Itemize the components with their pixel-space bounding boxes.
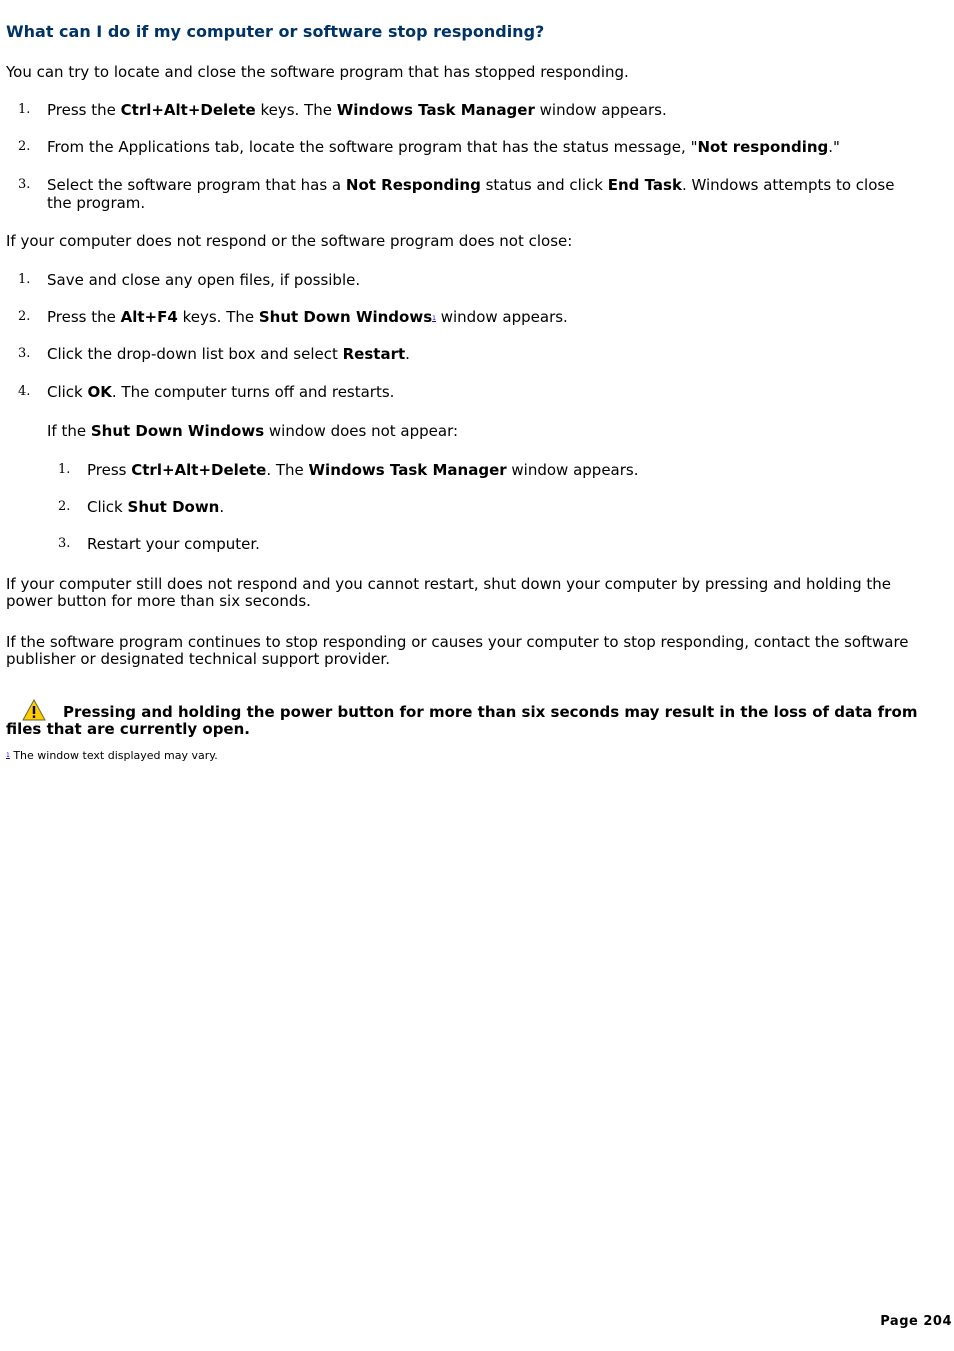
intro-paragraph: You can try to locate and close the software program that has stopped responding. <box>6 63 629 81</box>
step-c1: Press Ctrl+Alt+Delete. The Windows Task Manager window appears. <box>87 461 639 479</box>
page-title: What can I do if my computer or software stop responding? <box>6 22 545 41</box>
warning-text: Pressing and holding the power button for more than six seconds may result in the loss of data from files that are currently open. <box>6 703 918 738</box>
footnote-link[interactable]: 1 <box>432 315 436 322</box>
step-a2: From the Applications tab, locate the software program that has the status message, "Not responding." <box>47 138 840 156</box>
footnote-marker[interactable]: 1 <box>6 752 10 759</box>
step-b3: Click the drop-down list box and select Restart. <box>47 345 410 363</box>
footnote <box>6 749 218 763</box>
if-not-close-paragraph: If your computer does not respond or the software program does not close: <box>6 232 573 250</box>
step-a3: Select the software program that has a Not Responding status and click End Task. Windows attempts to close the program. <box>47 176 895 212</box>
step-b1: Save and close any open files, if possible. <box>47 271 361 289</box>
step-b4-number: 4. <box>18 384 31 399</box>
footnote-text: The window text displayed may vary. <box>13 749 218 762</box>
step-b2: Press the Alt+F4 keys. The Shut Down Windows1 window appears. <box>47 308 568 326</box>
step-a2-number: 2. <box>18 139 31 154</box>
step-b2-number: 2. <box>18 309 31 324</box>
step-b1-number: 1. <box>18 272 31 287</box>
warning-note <box>6 704 942 738</box>
step-c3-number: 3. <box>58 536 71 551</box>
step-c3: Restart your computer. <box>87 535 260 553</box>
step-c2-number: 2. <box>58 499 71 514</box>
step-a3-number: 3. <box>18 177 31 192</box>
step-c1-number: 1. <box>58 462 71 477</box>
step-a1-number: 1. <box>18 102 31 117</box>
step-c2: Click Shut Down. <box>87 498 225 516</box>
continue-paragraph: If the software program continues to stop responding or causes your computer to stop responding, contact the software publisher or designated technical support provider. <box>6 633 909 668</box>
sub-intro: If the Shut Down Windows window does not appear: <box>47 422 459 440</box>
step-a1: Press the Ctrl+Alt+Delete keys. The Windows Task Manager window appears. <box>47 101 667 119</box>
step-b4: Click OK. The computer turns off and restarts. <box>47 383 395 401</box>
step-b3-number: 3. <box>18 346 31 361</box>
page-number: Page 204 <box>880 1314 952 1329</box>
still-not-respond-paragraph: If your computer still does not respond and you cannot restart, shut down your computer by pressing and holding the power button for more than six seconds. <box>6 575 892 610</box>
warning-icon <box>22 699 46 721</box>
